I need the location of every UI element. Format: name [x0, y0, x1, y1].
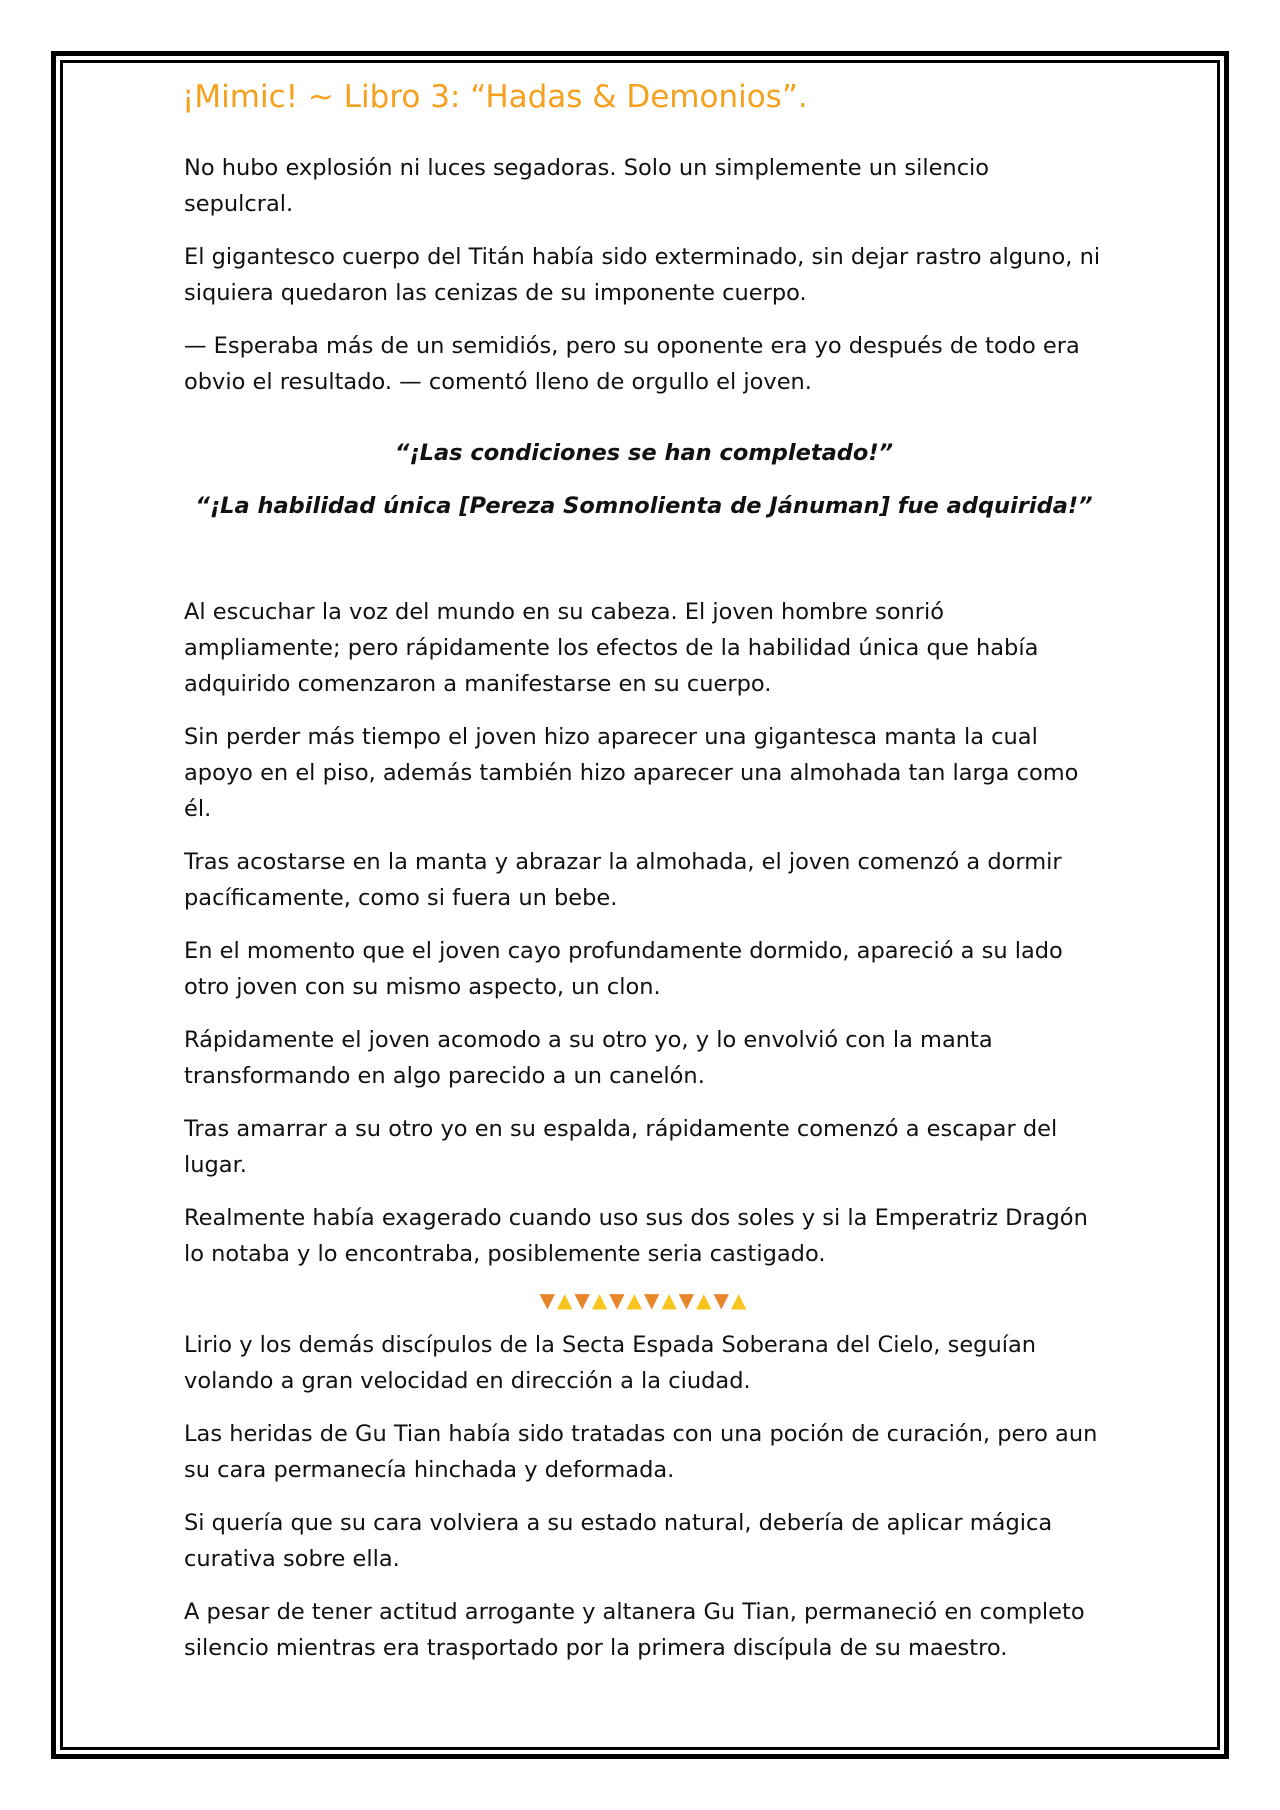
paragraph: Sin perder más tiempo el joven hizo aparecer una gigantesca manta la cual apoyo en el piso, además también hizo aparecer una almohada tan larga como él.	[184, 724, 1079, 822]
paragraph: El gigantesco cuerpo del Titán había sido exterminado, sin dejar rastro alguno, ni siquiera quedaron las cenizas de su imponente cuerpo.	[184, 244, 1101, 306]
paragraph: Si quería que su cara volviera a su estado natural, debería de aplicar mágica curativa sobre ella.	[184, 1510, 1053, 1572]
paragraph: Lirio y los demás discípulos de la Secta Espada Soberana del Cielo, seguían volando a gran velocidad en dirección a la ciudad.	[184, 1332, 1037, 1394]
paragraph: En el momento que el joven cayo profundamente dormido, apareció a su lado otro joven con su mismo aspecto, un clon.	[184, 938, 1063, 1000]
paragraph: Realmente había exagerado cuando uso sus dos soles y si la Emperatriz Dragón lo notaba y lo encontraba, posiblemente seria castigado.	[184, 1205, 1088, 1267]
triangle-down-icon: ▼	[574, 1288, 592, 1312]
paragraph: Tras acostarse en la manta y abrazar la almohada, el joven comenzó a dormir pacíficamente, como si fuera un bebe.	[184, 849, 1062, 911]
system-message: “¡Las condiciones se han completado!”	[394, 440, 894, 466]
paragraph: Tras amarrar a su otro yo en su espalda, rápidamente comenzó a escapar del lugar.	[184, 1116, 1058, 1178]
triangle-up-icon: ▲	[626, 1288, 644, 1312]
paragraph: Al escuchar la voz del mundo en su cabeza. El joven hombre sonrió ampliamente; pero rápidamente los efectos de la habilidad única que había adquirido comenzaron a manifestarse en su cuerpo.	[184, 599, 1039, 697]
triangle-down-icon: ▼	[713, 1288, 731, 1312]
paragraph: — Esperaba más de un semidiós, pero su oponente era yo después de todo era obvio el resultado. — comentó lleno de orgullo el joven.	[184, 333, 1080, 395]
triangle-down-icon: ▼	[609, 1288, 627, 1312]
paragraph: Rápidamente el joven acomodo a su otro yo, y lo envolvió con la manta transformando en algo parecido a un canelón.	[184, 1027, 993, 1089]
triangle-up-icon: ▲	[661, 1288, 679, 1312]
triangle-down-icon: ▼	[678, 1288, 697, 1312]
triangle-up-icon: ▲	[696, 1288, 714, 1312]
triangle-divider-icon	[184, 1285, 1104, 1315]
page-header: ¡Mimic! ~ Libro 3: “Hadas & Demonios”.	[182, 79, 808, 115]
system-message: “¡La habilidad única [Pereza Somnolienta de Jánuman] fue adquirida!”	[195, 493, 1093, 519]
triangle-up-icon: ▲	[557, 1288, 575, 1312]
paragraph: A pesar de tener actitud arrogante y altanera Gu Tian, permaneció en completo silencio mientras era trasportado por la primera discípula de su maestro.	[184, 1599, 1085, 1661]
triangle-up-icon: ▲	[730, 1288, 749, 1312]
document-body	[184, 150, 1104, 1683]
paragraph: No hubo explosión ni luces segadoras. Solo un simplemente un silencio sepulcral.	[184, 155, 990, 217]
paragraph: Las heridas de Gu Tian había sido tratadas con una poción de curación, pero aun su cara permanecía hinchada y deformada.	[184, 1421, 1098, 1483]
triangle-down-icon: ▼	[644, 1288, 662, 1312]
triangle-down-icon: ▼	[539, 1288, 558, 1312]
triangle-up-icon: ▲	[591, 1288, 610, 1312]
